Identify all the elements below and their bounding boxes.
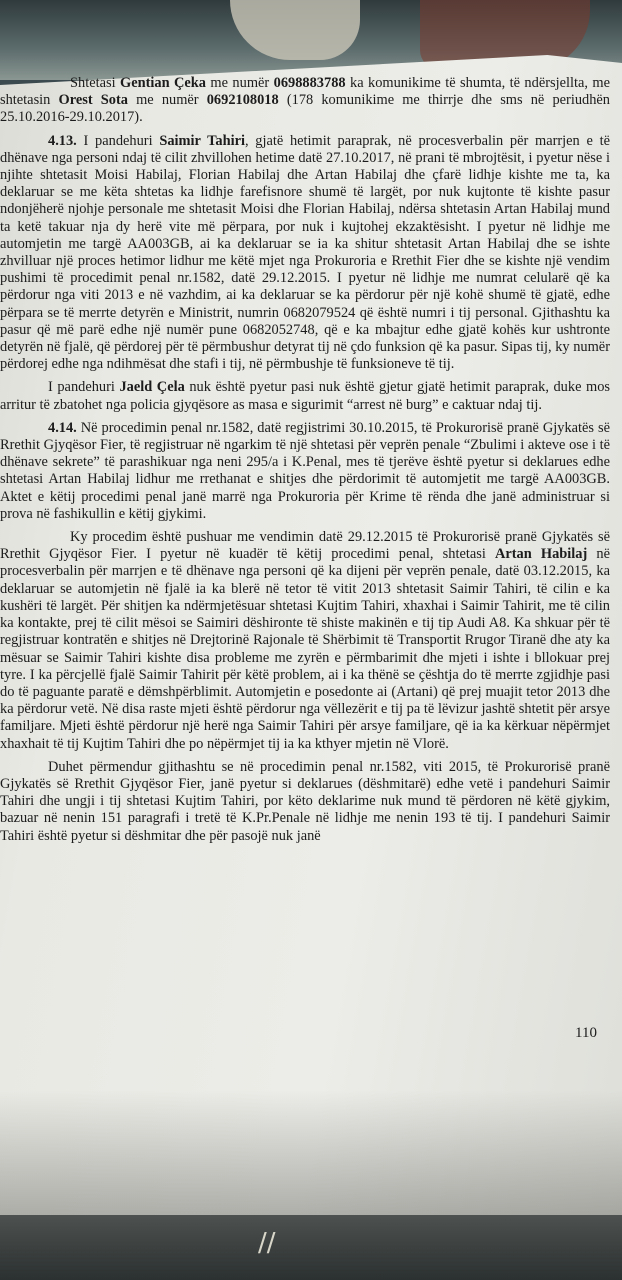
bold-text: 4.13.: [48, 132, 84, 149]
text-run: Duhet përmendur gjithashtu se në procedimin penal nr.1582, viti 2015, të Prokurorisë pranë Gjykatës së Rrethit Gjyqësor Fier, janë pyetur si deklarues (dëshmitarë) edhe vetë i pandehuri Saimir Tahiri dhe ungji i tij shtetasi Kujtim Tahiri, por këto deklarime nuk mund të përdoren në këtë gjykim, bazuar në nenin 151 paragrafi i tretë të K.Pr.Penale në lidhje me nenin 193 të tij. I pandehuri Saimir Tahiri është pyetur si dëshmitar dhe për pasojë nuk janë: [0, 758, 610, 844]
text-run: , gjatë hetimit paraprak, në procesverbalin për marrjen e të dhënave nga personi ndaj të cilit zhvillohen hetime datë 27.10.2017, në prani të mbrojtësit, i pyetur nëse i njihte shtetasit Moisi Habilaj, Florian Habilaj dhe Artan Habilaj dhe çfarë lidhje kishte me ta, ka deklaruar se me këta shtetas ka lidhje farefisnore shumë të largët, por nuk kujtonte të kishte pasur ndonjëherë njohje personale me shtetasit Moisi dhe Florian Habilaj, ndërsa shtetasin Artan Habilaj mund ta ketë takuar nja dy herë vite më përpara, por nuk i kujtohej ekzaktësisht. I pyetur në lidhje me automjetin me targë AA003GB, ai ka deklaruar se ia ka shitur shtetasit Artan Habilaj dhe se ishte zhvilluar një proces hetimor lidhur me këtë mjet nga Prokuroria e Rrethit Fier dhe se kishte një vendim pushimi të procedimit penal nr.1582, datë 29.12.2015. I pyetur në lidhje me numrat celularë që ka përdorur nga viti 2013 e në vazhdim, ai ka deklaruar se ka përdorur për një kohë shumë të gjatë, edhe përpara se të merrte detyrën e Ministrit, numrin 0682079524 që është numri i tij personal. Gjithashtu ka pasur që më parë edhe një numër pune 0682052748, që e ka mbajtur edhe gjatë kohës kur ushtronte detyrën në fjalë, që përdorej për të përmbushur detyrat tij në çdo funksion që ka pasur. Sipas tij, ky numër përdorej edhe nga ndihmësat dhe stafi i tij, në përmbushje të funksioneve të tij.: [0, 132, 610, 373]
text-run: (178 komunikime me thirrje dhe sms në periudhën 25.10.2016-29.10.2017).: [0, 92, 610, 126]
paragraph: [0, 75, 610, 127]
pen-mark: //: [258, 1228, 276, 1258]
text-run: me numër: [127, 92, 207, 109]
bold-text: Jaeld Çela: [119, 379, 185, 396]
paragraph: [0, 420, 610, 523]
paragraph: [0, 379, 610, 413]
text-run: I pandehuri: [83, 132, 160, 149]
bold-text: 4.14.: [48, 419, 81, 436]
paragraph: [0, 133, 610, 374]
bold-text: Artan Habilaj: [494, 546, 588, 563]
bold-text: Orest Sota: [58, 92, 128, 109]
text-run: ka komunikime të shumta, të ndërsjellta, me shtetasin: [0, 75, 610, 109]
bold-text: Gentian Çeka: [120, 75, 206, 91]
text-run: I pandehuri: [48, 379, 120, 396]
bold-text: Saimir Tahiri: [159, 132, 245, 149]
text-run: Në procedimin penal nr.1582, datë regjistrimi 30.10.2015, të Prokurorisë pranë Gjykatës së Rrethit Gjyqësor Fier, të regjistruar në ngarkim të një shtetasi për veprën penale “Zbulimi i akteve ose i të dhënave sekrete” të parashikuar nga neni 295/a i K.Penal, mes të tjerëve është pyetur si deklarues edhe shtetasi Artan Habilaj lidhur me rrethanat e shitjes dhe përdorimit të automjetit me targë AA003GB. Aktet e këtij procedimi penal janë marrë nga Prokuroria për Krime të rënda dhe janë administruar si prova në fashikullin e këtij gjykimi.: [0, 419, 610, 522]
paragraph: [0, 759, 610, 845]
page-shadow: [0, 1090, 622, 1215]
document-text: [0, 75, 622, 851]
text-run: me numër: [205, 75, 274, 91]
text-run: Ky procedim është pushuar me vendimin datë 29.12.2015 të Prokurorisë pranë Gjykatës së Rrethit Gjyqësor Fier. I pyetur në kuadër të këtij procedimi penal, shtetasi: [0, 529, 610, 563]
bold-text: 0692108018: [206, 92, 279, 109]
page-number: 110: [575, 1025, 597, 1041]
paragraph: [0, 529, 610, 753]
text-run: në procesverbalin për marrjen e të dhënave nga personi që ka dijeni për veprën penale, datë 03.12.2015, ka deklaruar se automjetin në fjalë ia ka blerë në tetor të vitit 2013 shtetasit Saimir Tahiri, të cilin e ka kushëri të largët. Për shitjen ka ndërmjetësuar shtetasi Kujtim Tahiri, xhaxhai i Saimir Tahirit, me të cilin ka kontakte, prej të cilit mësoi se Saimiri dëshironte të shiste makinën e tij tip Audi A8. Ka shkuar për të regjistruar kontratën e shitjes në Drejtorinë Rajonale të Shërbimit të Transportit Rrugor Tiranë dhe aty ka mësuar se Saimir Tahiri kishte disa probleme me zyrën e përmbarimit dhe mjeti i ishte i bllokuar prej tyre. I ka përcjellë fjalë Saimir Tahirit për këtë problem, ai i ka thënë se çështja do të merrte zgjidhje pasi do të paguante paratë e dëmshpërblimit. Automjetin e posedonte ai (Artani) që prej muajit tetor 2013 dhe ka përdorur vetë. Në disa raste mjeti është përdorur nga vëllezërit e tij pa të lëvizur jashtë shtetit për arsye familjare. Mjeti është përdorur një herë nga Saimir Tahiri për arsye familjare, që ia ka kërkuar nëpërmjet xhaxhait të tij Kujtim Tahiri dhe po nëpërmjet tij ia ka kthyer mjetin në Vlorë.: [0, 546, 610, 752]
bold-text: 0698883788: [273, 75, 346, 91]
text-run: nuk është pyetur pasi nuk është gjetur gjatë hetimit paraprak, duke mos arritur të zbatohet nga policia gjyqësore as masa e sigurimit “arrest në burg” e caktuar ndaj tij.: [0, 379, 611, 413]
text-run: Shtetasi: [70, 75, 120, 91]
